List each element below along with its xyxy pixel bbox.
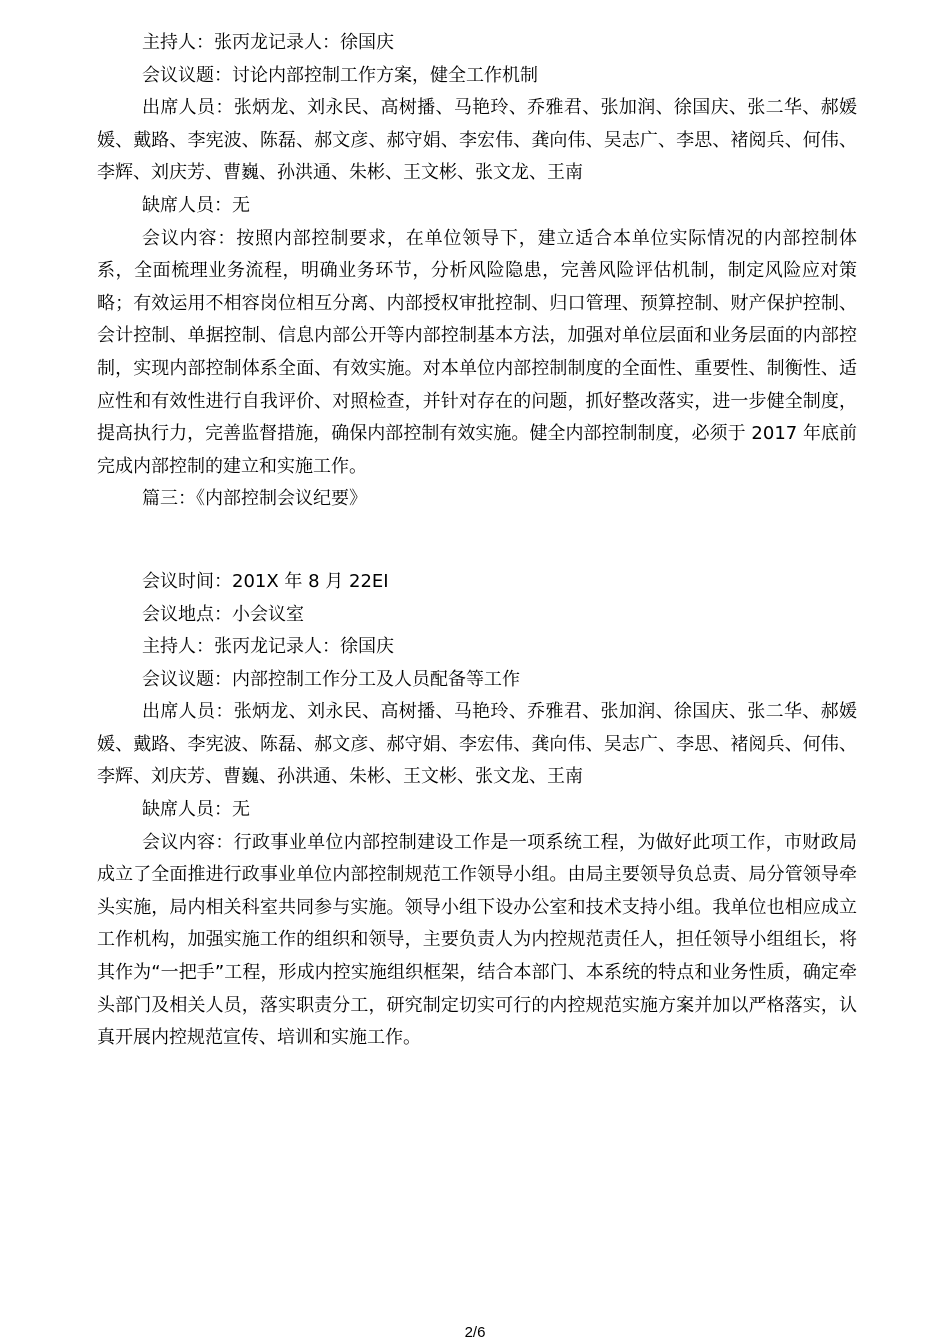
topic-line-2: 会议议题：内部控制工作分工及人员配备等工作 xyxy=(142,668,520,690)
page-number: 2/6 xyxy=(464,1324,486,1341)
topic-line-1: 会议议题：讨论内部控制工作方案，健全工作机制 xyxy=(142,64,538,86)
section-heading: 篇三：《内部控制会议纪要》 xyxy=(142,488,367,510)
blank-gap xyxy=(97,516,857,566)
location-line: 会议地点：小会议室 xyxy=(142,603,304,625)
absent-line-2: 缺席人员：无 xyxy=(142,799,250,821)
host-line-2: 主持人：张丙龙记录人：徐国庆 xyxy=(142,636,394,658)
host-line-1: 主持人：张丙龙记录人：徐国庆 xyxy=(142,32,394,53)
content-2: 会议内容：行政事业单位内部控制建设工作是一项系统工程，为做好此项工作，市财政局成立了全面推进行政事业单位内部控制规范工作领导小组。由局主要领导负总责、局分管领导牵头实施，局内相关科室共同参与实施。领导小组下设办公室和技术支持小组。我单位也相应成立工作机构，加强实施工作的组织和领导，主要负责人为内控规范责任人，担任领导小组组长，将其作为“一把手”工程，形成内控实施组织框架，结合本部门、本系统的特点和业务性质，确定牵头部门及相关人员，落实职责分工，研究制定切实可行的内控规范实施方案并加以严格落实，认真开展内控规范宣传、培训和实施工作。 xyxy=(97,831,857,1049)
content-1: 会议内容：按照内部控制要求，在单位领导下，建立适合本单位实际情况的内部控制体系，全面梳理业务流程，明确业务环节，分析风险隐患，完善风险评估机制，制定风险应对策略；有效运用不相容岗位相互分离、内部授权审批控制、归口管理、预算控制、财产保护控制、会计控制、单据控制、信息内部公开等内部控制基本方法，加强对单位层面和业务层面的内部控制，实现内部控制体系全面、有效实施。对本单位内部控制制度的全面性、重要性、制衡性、适应性和有效性进行自我评价、对照检查，并针对存在的问题，抓好整改落实，进一步健全制度，提高执行力，完善监督措施，确保内部控制有效实施。健全内部控制制度，必须于 2017 年底前完成内部控制的建立和实施工作。 xyxy=(97,227,857,477)
absent-line-1: 缺席人员：无 xyxy=(142,194,250,216)
attendees-1: 出席人员：张炳龙、刘永民、高树播、马艳玲、乔雅君、张加润、徐国庆、张二华、郝媛媛、戴路、李宪波、陈磊、郝文彦、郝守娟、李宏伟、龚向伟、吴志广、李思、褚阅兵、何伟、李辉、刘庆芳、曹巍、孙洪通、朱彬、王文彬、张文龙、王南 xyxy=(97,97,857,184)
attendees-2: 出席人员：张炳龙、刘永民、高树播、马艳玲、乔雅君、张加润、徐国庆、张二华、郝媛媛、戴路、李宪波、陈磊、郝文彦、郝守娟、李宏伟、龚向伟、吴志广、李思、褚阅兵、何伟、李辉、刘庆芳、曹巍、孙洪通、朱彬、王文彬、张文龙、王南 xyxy=(97,701,857,788)
document-page xyxy=(97,27,857,1055)
time-line: 会议时间：201X 年 8 月 22EI xyxy=(142,570,389,592)
